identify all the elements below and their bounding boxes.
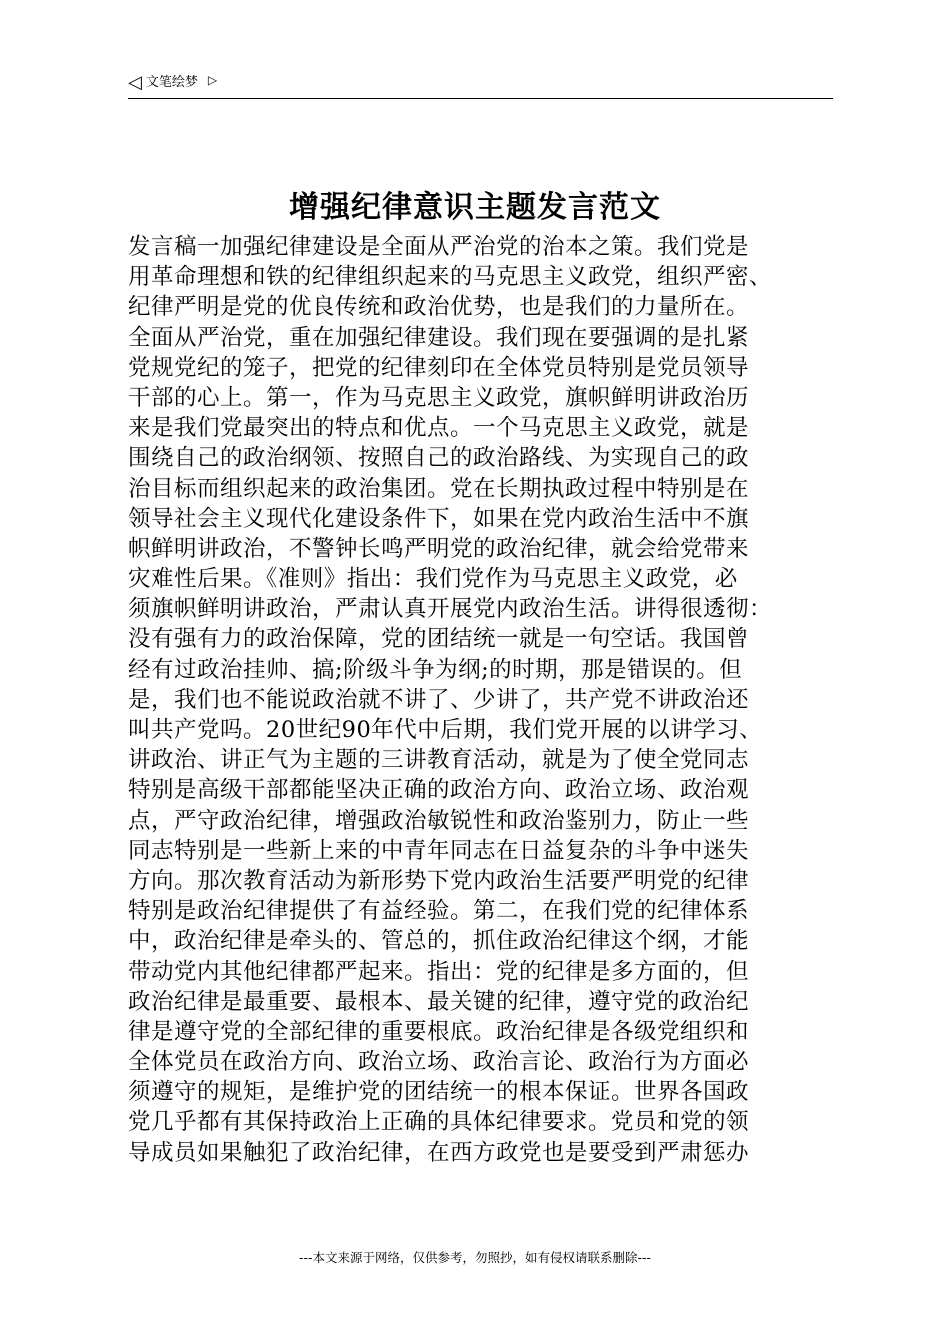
- body-line: 治目标而组织起来的政治集团。党在长期执政过程中特别是在: [128, 475, 750, 502]
- body-line: 讲政治、讲正气为主题的三讲教育活动，就是为了使全党同志: [128, 747, 750, 774]
- body-line: 带动党内其他纪律都严起来。指出：党的纪律是多方面的，但: [128, 958, 750, 985]
- body-line: 政治纪律是最重要、最根本、最关键的纪律，遵守党的政治纪: [128, 988, 750, 1015]
- body-line: 没有强有力的政治保障，党的团结统一就是一句空话。我国曾: [128, 626, 750, 653]
- footer-disclaimer: ---本文来源于网络，仅供参考，勿照抄，如有侵权请联系删除---: [298, 1250, 652, 1265]
- body-line: 中，政治纪律是牵头的、管总的，抓住政治纪律这个纲，才能: [128, 928, 750, 955]
- body-line: 帜鲜明讲政治，不警钟长鸣严明党的政治纪律，就会给党带来: [128, 535, 750, 562]
- body-line: 点，严守政治纪律，增强政治敏锐性和政治鉴别力，防止一些: [128, 807, 750, 834]
- body-line: 党规党纪的笼子，把党的纪律刻印在全体党员特别是党员领导: [128, 354, 750, 381]
- body-line: 全面从严治党，重在加强纪律建设。我们现在要强调的是扎紧: [128, 324, 750, 351]
- left-triangle-icon: ◁: [128, 72, 142, 93]
- document-title: 增强纪律意识主题发言范文: [289, 190, 661, 225]
- body-line: 导成员如果触犯了政治纪律，在西方政党也是要受到严肃惩办: [128, 1139, 750, 1166]
- body-line: 是，我们也不能说政治就不讲了、少讲了，共产党不讲政治还: [128, 686, 750, 713]
- body-line: 特别是高级干部都能坚决正确的政治方向、政治立场、政治观: [128, 777, 750, 804]
- body-line: 来是我们党最突出的特点和优点。一个马克思主义政党，就是: [128, 415, 750, 442]
- body-text: [128, 232, 840, 1168]
- body-line: 用革命理想和铁的纪律组织起来的马克思主义政党，组织严密、: [128, 264, 773, 291]
- body-line: 须旗帜鲜明讲政治，严肃认真开展党内政治生活。讲得很透彻：: [128, 596, 773, 623]
- body-line: 灾难性后果。《准则》指出：我们党作为马克思主义政党，必: [128, 566, 738, 593]
- body-line: 方向。那次教育活动为新形势下党内政治生活要严明党的纪律: [128, 867, 750, 894]
- body-line: 律是遵守党的全部纪律的重要根底。政治纪律是各级党组织和: [128, 1018, 750, 1045]
- body-line: 发言稿一加强纪律建设是全面从严治党的治本之策。我们党是: [128, 234, 750, 260]
- body-line: 经有过政治挂帅、搞;阶级斗争为纲;的时期，那是错误的。但: [128, 656, 743, 683]
- body-line: 叫共产党吗。20世纪90年代中后期，我们党开展的以讲学习、: [128, 717, 763, 743]
- header-row: [128, 74, 217, 92]
- body-line: 领导社会主义现代化建设条件下，如果在党内政治生活中不旗: [128, 505, 750, 532]
- body-line: 须遵守的规矩，是维护党的团结统一的根本保证。世界各国政: [128, 1079, 750, 1106]
- body-line: 全体党员在政治方向、政治立场、政治言论、政治行为方面必: [128, 1049, 750, 1076]
- right-triangle-icon: ▷: [207, 73, 218, 87]
- body-line: 同志特别是一些新上来的中青年同志在日益复杂的斗争中迷失: [128, 837, 750, 864]
- body-line: 纪律严明是党的优良传统和政治优势，也是我们的力量所在。: [128, 294, 750, 321]
- header-text: 文笔绘梦: [145, 75, 198, 90]
- body-line: 干部的心上。第一，作为马克思主义政党，旗帜鲜明讲政治历: [128, 384, 750, 411]
- body-line: 围绕自己的政治纲领、按照自己的政治路线、为实现自己的政: [128, 445, 750, 472]
- body-line: 党几乎都有其保持政治上正确的具体纪律要求。党员和党的领: [128, 1109, 750, 1136]
- body-line: 特别是政治纪律提供了有益经验。第二，在我们党的纪律体系: [128, 898, 750, 925]
- page-header: [128, 72, 833, 99]
